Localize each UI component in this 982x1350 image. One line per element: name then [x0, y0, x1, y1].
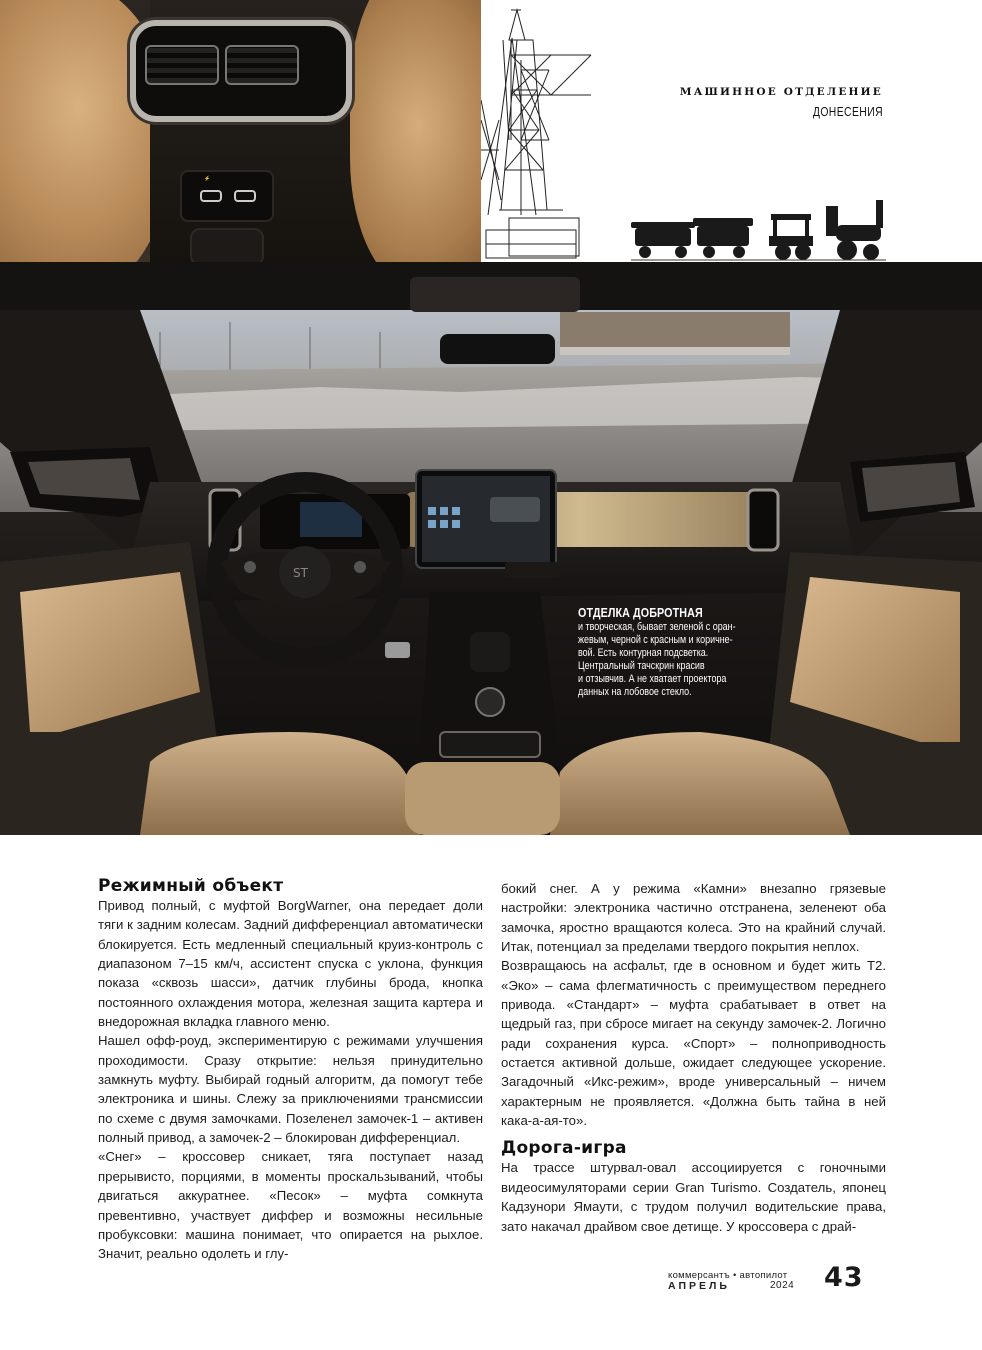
cockpit-illustration: [0, 262, 982, 835]
caption-line: вой. Есть контурная подсветка.: [578, 647, 709, 660]
tower-and-train-engraving: [481, 0, 982, 262]
caption-line: и творческая, бывает зеленой с оран-: [578, 621, 736, 633]
paragraph: Нашел офф-роуд, экспериментирую с режимами улучшения проходимости. Сразу открытие: нельзя принудительно замкнуть муфту. Выбирай годный алгоритм, да помогут тебе электроника и шины. Слежу за приключениями трансмиссии по схеме с двумя замочками. Позеленел замочек-1 – активен полный привод, а замочек-2 – блокирован дифференциал.: [98, 1033, 483, 1146]
caption-line: данных на лобовое стекло.: [578, 686, 692, 699]
page-number: 43: [824, 1262, 864, 1293]
section-subtitle: ДОНЕСЕНИЯ: [812, 104, 883, 119]
paragraph: Привод полный, с муфтой BorgWarner, она передает доли тяги к задним колесам. Задний дифференциал автоматически блокируется. Есть медленный специальный круиз-контроль с диапазоном 7–15 км/ч, ассистент спуска с уклона, функция показа «сквозь шасси», датчик глубины брода, кнопка постоянного охлаждения мотора, железная защита картера и внедорожная вкладка главного меню.: [98, 898, 483, 1030]
rear-vent-photo: [0, 0, 481, 262]
usb-port-icon: [234, 190, 256, 202]
heading-road-game: Дорога-игра: [501, 1138, 627, 1159]
caption-line: Центральный тачскрин красив: [578, 660, 705, 673]
article-column-left: [98, 876, 483, 1264]
cockpit-photo: [0, 262, 982, 835]
train-silhouette: [631, 200, 886, 260]
header-area: [481, 0, 982, 262]
article-column-right: [501, 879, 886, 1236]
seat-leather-right: [350, 0, 481, 262]
usb-panel: [180, 170, 274, 222]
photo-caption: [578, 606, 778, 700]
paragraph: бокий снег. А у режима «Камни» внезапно грязевые настройки: электроника частично отстранена, зеленеют оба замочка, яростно вращаются колеса. Это на крайний случай. Итак, потенциал за пределами твердого покрытия неплох.: [501, 881, 886, 955]
usb-port-label: ⚡: [204, 176, 211, 182]
caption-line: жевым, черной с красным и коричне-: [578, 634, 733, 647]
seat-heating-button: [190, 228, 264, 262]
footer-month: АПРЕЛЬ: [668, 1280, 730, 1292]
heading-mode-object: Режимный объект: [98, 876, 284, 896]
vent-slat-left: [145, 45, 219, 85]
svg-text:ST: ST: [293, 566, 308, 580]
footer-year: 2024: [770, 1280, 795, 1291]
paragraph: Возвращаюсь на асфальт, где в основном и будет жить T2. «Эко» – сама флегматичность с преимуществом переднего привода. «Стандарт» – муфта срабатывает в ответ на щедрый газ, при сбросе мигает на секунду замочек-2. Логично ради сохранения курса. «Спорт» – полноприводность остается активной дольше, ожидает следующее ускорение. Загадочный «Икс-режим», вроде универсальный – ничем характерным не проявляется. «Должна быть тайна в ней кака-а-ая-то».: [501, 958, 886, 1129]
footer-brand: коммерсантъ • автопилот: [668, 1270, 788, 1281]
section-title: МАШИННОЕ ОТДЕЛЕНИЕ: [679, 86, 883, 98]
paragraph: На трассе штурвал-овал ассоциируется с гоночными видеосимуляторами серии Gran Turismo. Создатель, японец Кадзунори Ямаути, с трудом получил водительские права, зато накачал драйвом свое детище. У кроссовера с драй-: [501, 1160, 886, 1234]
caption-line: и отзывчив. А не хватает проектора: [578, 673, 727, 686]
vent-slat-right: [225, 45, 299, 85]
usb-port-icon: [200, 190, 222, 202]
caption-title: ОТДЕЛКА ДОБРОТНАЯ: [578, 606, 703, 620]
caption-body: [578, 621, 770, 700]
paragraph: «Снег» – кроссовер сникает, тяга поступает назад прерывисто, порциями, в моменты проскальзываний, чтобы двигаться аккуратнее. «Песок» – муфта сомкнута превентивно, участвует диффер и возможны несильные пробуксовки: машина понимает, что опирается на рыхлое. Значит, реально одолеть и глу-: [98, 1149, 483, 1262]
